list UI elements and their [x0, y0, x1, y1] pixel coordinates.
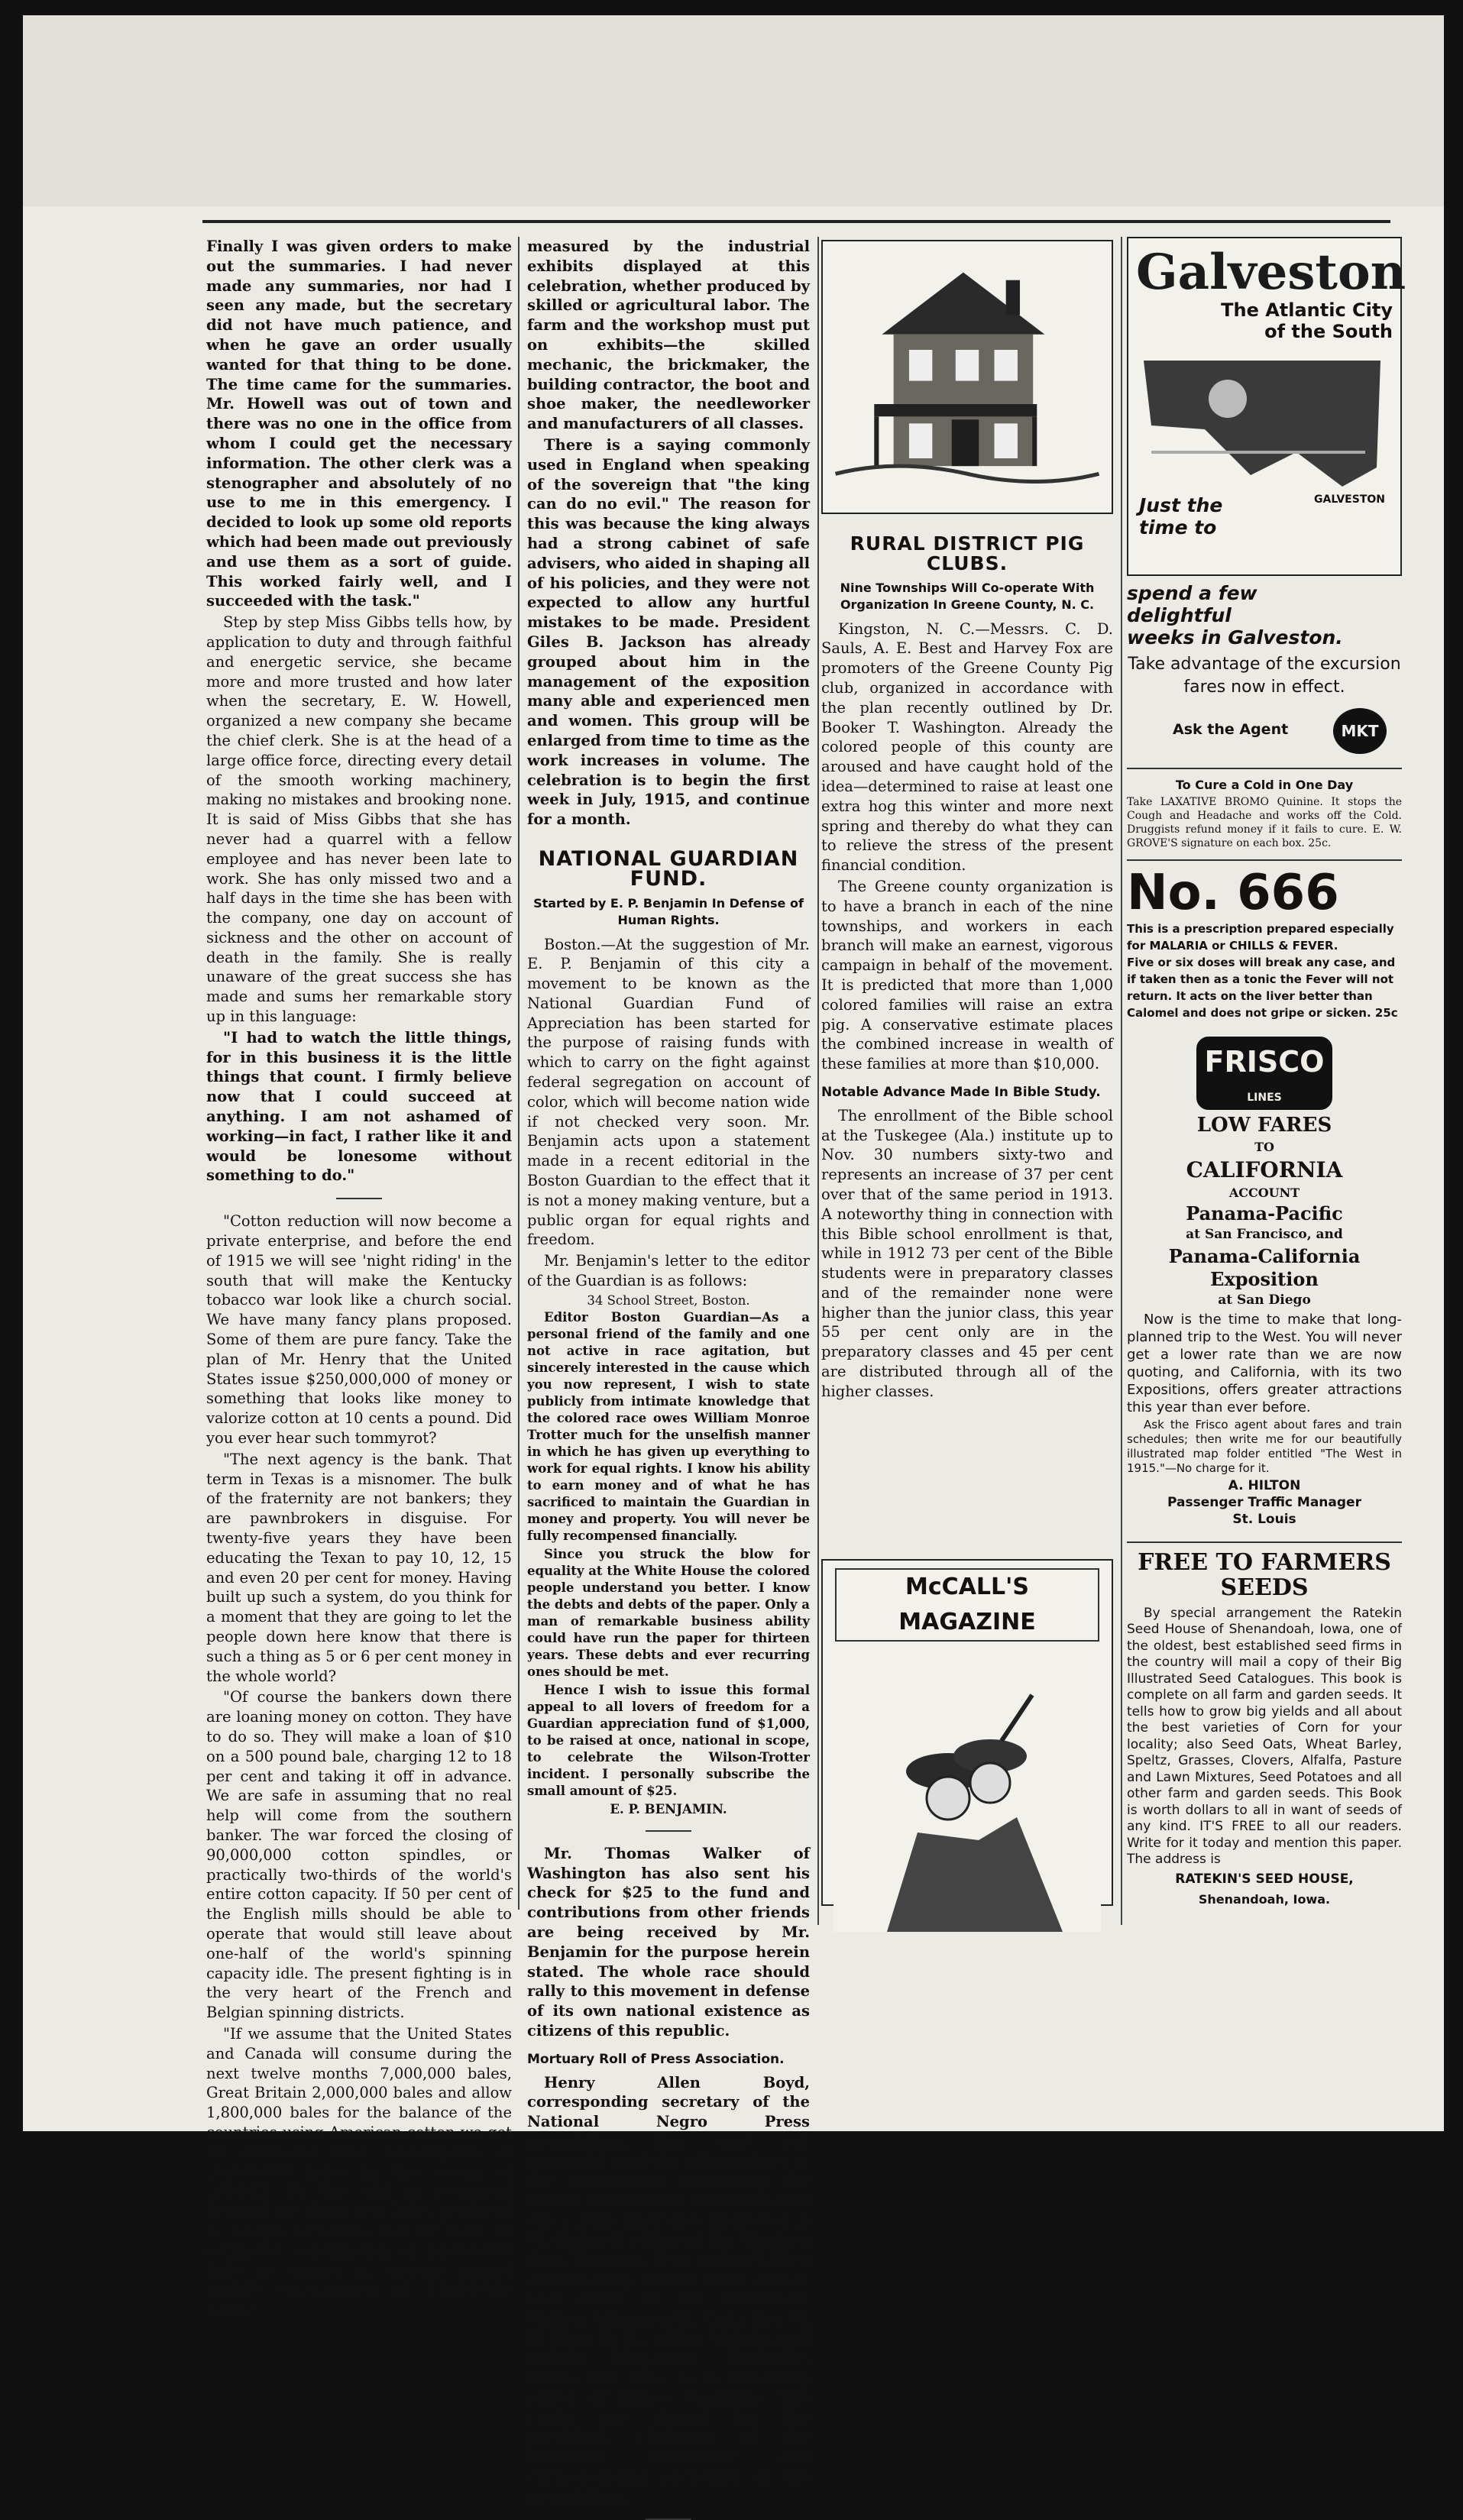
- column-four: [1127, 237, 1406, 1940]
- mccall-magazine-ad: [821, 1559, 1113, 1906]
- column-one: [206, 237, 512, 2319]
- article-paragraph: "The next agency is the bank. That term in Texas is a misnomer. The bulk of the fraternity are not bankers; they are pawnbrokers in disguise. For twenty-five years they have been educating the Texan to pay 10, 12, 15 and even 20 per cent for money. Having built up such a system, do you think for a moment that they are going to let the people down here know that there is such a thing as 5 or 6 per cent money in the whole world?: [206, 1450, 512, 1685]
- article-paragraph: The enrollment of the Bible school at the Tuskegee (Ala.) institute up to Nov. 30 numbers sixty-two and represents an increase of 37 per cent over that of the same period in 1913. A noteworthy thing in connection with this Bible school enrollment is that, while in 1912 73 per cent of the Bible students were in preparatory classes and of the remainder none were higher than the junior class, this year 55 per cent only are in the preparatory classes and 45 per cent are distributed through all of the higher classes.: [821, 1106, 1113, 1400]
- magazine-title: McCALL'S MAGAZINE: [835, 1568, 1099, 1642]
- article-headline: NATIONAL GUARDIAN FUND.: [538, 846, 799, 891]
- frisco-line: LOW FARES: [1196, 1113, 1332, 1137]
- cold-ad-body: Take LAXATIVE BROMO Quinine. It stops the Cough and Headache and works off the Cold. Druggists refund money if it fails to cure. E. W. GROVE'S signature on each box. 25c.: [1127, 795, 1402, 849]
- agent-name: A. HILTON: [1228, 1477, 1301, 1493]
- article-subheadline: Nine Townships Will Co-operate With Organization In Greene County, N. C.: [840, 580, 1095, 612]
- letter-paragraph: Since you struck the blow for equality at the White House the colored people understand you better. I know the debts and debts of the paper. Only a man of remarkable business ability could have run the paper for thirteen years. These debts and ever recurring ones should be met.: [527, 1546, 810, 1679]
- section-separator: [646, 1830, 691, 1832]
- frisco-line: TO: [1254, 1139, 1274, 1154]
- ad-tagline: [1127, 582, 1402, 649]
- ask-agent-text: Ask the Agent: [1173, 721, 1289, 738]
- ad-line: Calomel and does not gripe or sicken. 25c: [1127, 1005, 1398, 1020]
- column-rule: [1121, 237, 1122, 1925]
- article-paragraph: Boston.—At the suggestion of Mr. E. P. Benjamin of this city a movement to be known as the National Guardian Fund of Appreciation has been started for the purpose of raising funds with which to carry on the fight against federal segregation on account of color, which will become nation wide if not checked very soon. Mr. Benjamin acts upon a statement made in a recent editorial in the Boston Guardian to the effect that it is not a money making venture, but a public organ for equal rights and freedom.: [527, 935, 810, 1249]
- ad-title: Galveston: [1136, 244, 1406, 301]
- mkt-logo-icon: MKT: [1333, 708, 1387, 754]
- ad-line: This is a prescription prepared especially: [1127, 921, 1394, 936]
- article-headline: Mortuary Roll of Press Association.: [527, 2051, 785, 2067]
- frisco-line: Panama-California: [1168, 1245, 1361, 1268]
- column-two: [527, 237, 810, 2505]
- ad-divider: [1127, 1541, 1402, 1543]
- column-three: [821, 237, 1113, 1940]
- frisco-ad-headlines: [1127, 1113, 1402, 1311]
- house-illustration: [821, 240, 1113, 514]
- ad-divider: [1127, 768, 1402, 769]
- article-subheadline: Started by E. P. Benjamin In Defense of Human Rights.: [533, 895, 804, 927]
- letter-paragraph: Editor Boston Guardian—As a personal friend of the family and one not active in race agitation, but sincerely interested in the cause which you now represent, I wish to state publicly from intimate knowledge that the colored race owes William Monroe Trotter much for the unselfish manner in which he has given up everything to work for equal rights. I know his ability to earn money and of what he has sacrificed to maintain the Guardian in money and property. You will never be fully recompensed financially.: [527, 1309, 810, 1543]
- ad-subtitle: The Atlantic City: [1221, 299, 1393, 321]
- galveston-ad: [1127, 237, 1406, 576]
- frisco-logo-text: FRISCO: [1204, 1044, 1325, 1079]
- ad-line: for MALARIA or CHILLS & FEVER.: [1127, 938, 1338, 953]
- article-paragraph: measured by the industrial exhibits displayed at this celebration, whether produced by skilled or agricultural labor. The farm and the workshop must put on exhibits—the skilled mechanic, the brickmaker, the building contractor, the boot and shoe maker, the needleworker and manufacturers of all classes.: [527, 238, 810, 433]
- frisco-line: Exposition: [1210, 1268, 1319, 1291]
- ad-tagline: [1139, 494, 1222, 539]
- frisco-line: ACCOUNT: [1228, 1185, 1300, 1200]
- article-paragraph: "Of course the bankers down there are loaning money on cotton. They have to do so. They will make a loan of $10 on a 500 pound bale, charging 12 to 18 per cent and taking it off in advance. We are safe in assuming that no real help will come from the southern banker. The war forced the closing of 90,000,000 cotton spindles, or practically two-thirds of the world's entire cotton capacity. If 50 per cent of the English mills should be able to operate that would still leave about one-half of the world's spinning capacity idle. The present fighting is in the very heart of the French and Belgian spinning districts.: [206, 1688, 512, 2022]
- seeds-firm: RATEKIN'S SEED HOUSE,: [1175, 1871, 1354, 1887]
- section-separator: [336, 1198, 382, 1199]
- article-paragraph: Finally I was given orders to make out the summaries. I had never made any summaries, nor had I seen any made, but the secretary did not have much patience, and when he gave an order usually wanted for that thing to be done. The time came for the summaries. Mr. Howell was out of town and there was no one in the office from whom I could get the necessary information. The other clerk was a stenographer and absolutely of no use to me in this emergency. I decided to look up some old reports which had been made out previously and use them as a sort of guide. This worked fairly well, and I succeeded with the task.": [206, 238, 512, 610]
- no666-headline: No. 666: [1127, 864, 1339, 921]
- article-paragraph: Mr. Thomas Walker of Washington has also sent his check for $25 to the fund and contributions from other friends are being received by Mr. Benjamin for the purpose herein stated. The whole race should rally to this movement in defense of its own national existence as citizens of this republic.: [527, 1844, 810, 2040]
- article-paragraph: Step by step Miss Gibbs tells how, by application to duty and through faithful and energetic service, she became more and more trusted and how later when the secretary, E. W. Howell, organized a new company she became the chief clerk. She is at the head of a large office force, directing every detail of the smooth working machinery, making no mistakes and brooking none. It is said of Miss Gibbs that she has never had a quarrel with a fellow employee and has never been late to work. She has only missed two and a half days in the time she has been with the company, one day on account of sickness and the other on account of death in the family. She is really unaware of the great success she has made and sums her remarkable story up in this language:: [206, 613, 512, 1026]
- frisco-body: Now is the time to make that long-planned trip to the West. You will never get a lower rate than we are now quoting, and California, with its two Expositions, offers greater attractions this year than ever before.: [1127, 1311, 1402, 1415]
- seeds-city: Shenandoah, Iowa.: [1198, 1891, 1331, 1907]
- tagline-line: Just the: [1139, 494, 1223, 516]
- ad-line: return. It acts on the liver better than: [1127, 988, 1373, 1003]
- ad-line: if taken then as a tonic the Fever will not: [1127, 972, 1394, 986]
- article-paragraph: Henry Allen Boyd, corresponding secretary of the National Negro Press association, has sent out memorial cards to all members of the association containing the names of members who have died since July. They are: Professor J. M. Codwell, editor of the Western Star, Houston, Tex.; Colonel Allen Allensworth, retired army officer and editor of the Sentiment Maker, Allensworth, Cal.; Rev. N. H. Pius, D. D., editor Metoka and Galeda Magazine, Nashville, Tenn., and Miss L. B. Bushnell, editor of Hope, Nashville. The cards are signed by the president, chairman of the executive committee and corresponding secretary of the association.: [527, 2073, 810, 2505]
- map-label: GALVESTON: [1314, 493, 1385, 506]
- tagline-line: weeks in Galveston.: [1127, 626, 1343, 649]
- article-headline: Notable Advance Made In Bible Study.: [821, 1084, 1101, 1100]
- article-paragraph: "I had to watch the little things, for in this business it is the little things that count. I firmly believe now that I could succeed at anything. I am not ashamed of working—in fact, I rather like it and would be lonesome without something to do.": [206, 1028, 512, 1185]
- frisco-logo-icon: [1196, 1037, 1332, 1110]
- letter-address: 34 School Street, Boston.: [587, 1292, 750, 1308]
- agent-city: St. Louis: [1232, 1511, 1296, 1527]
- seeds-headline: FREE TO FARMERS: [1138, 1548, 1391, 1576]
- women-illustration-icon: [823, 1649, 1112, 1932]
- frisco-line: Panama-Pacific: [1186, 1202, 1343, 1225]
- tagline-line: time to: [1139, 516, 1217, 539]
- blank-page-margin: [23, 15, 1444, 206]
- texas-map-icon: [1136, 361, 1388, 490]
- house-icon: [823, 241, 1112, 513]
- article-paragraph: There is a saying commonly used in England when speaking of the sovereign that "the king can do no evil." The reason for this was because the king always had a strong cabinet of safe advisers, who aided in shaping all of his policies, and they were not expected to allow any hurtful mistakes to be made. President Giles B. Jackson has already grouped about him in the management of the exposition many able and experienced men and women. This group will be enlarged from time to time as the work increases in volume. The celebration is to begin the first week in July, 1915, and continue for a month.: [527, 435, 810, 829]
- article-paragraph: Mr. Benjamin's letter to the editor of the Guardian is as follows:: [527, 1252, 810, 1290]
- column-rule: [518, 237, 519, 1910]
- frisco-signature: [1127, 1477, 1402, 1528]
- article-paragraph: "If we assume that the United States and Canada will consume during the next twelve months 7,000,000 bales, Great Britain 2,000,000 bales and allow 1,800,000 bales for the balance of the countries using American cotton we get an estimated total consumption of 10,800,000 bales for the season of 1914-15. To this add an estimated demand for 4,000,000 bales produced in foreign countries, and we have an estimated consumption of 14,800,000 bales as against an average normal world's consumption of 21,000,000 bales.": [206, 2024, 512, 2319]
- ask-agent-row: [1127, 704, 1402, 757]
- frisco-body: Ask the Frisco agent about fares and train schedules; then write me for our beautifully illustrated map folder entitled "The West in 1915."—No charge for it.: [1127, 1417, 1402, 1475]
- article-headline: RURAL DISTRICT PIG CLUBS.: [850, 532, 1085, 574]
- column-header-rule: [202, 220, 1390, 223]
- ad-line: Five or six doses will break any case, and: [1127, 955, 1396, 969]
- frisco-logo-subtext: LINES: [1247, 1091, 1282, 1104]
- column-rule: [817, 237, 819, 1925]
- seeds-body: By special arrangement the Ratekin Seed House of Shenandoah, Iowa, one of the oldest, best established seed firms in the country will mail a copy of their Big Illustrated Seed Catalogues. This book is complete on all farm and garden seeds. It tells how to grow big yields and all about the best varieties of Corn for your locality; also Seed Oats, Wheat Barley, Speltz, Grasses, Clovers, Alfalfa, Pasture and Lawn Mixtures, Seed Potatoes and all other farm and garden seeds. This Book is worth dollars to all in want of seeds of any kind. IT'S FREE to all our readers. Write for it today and mention this paper. The address is: [1127, 1605, 1402, 1868]
- tagline-line: spend a few: [1127, 582, 1257, 604]
- article-paragraph: The Greene county organization is to have a branch in each of the nine townships, and workers in each branch will make an earnest, vigorous campaign in behalf of the movement. It is predicted that more than 1,000 colored families will raise an extra pig. A conservative estimate places the combined increase in wealth of these families at more than $10,000.: [821, 877, 1113, 1073]
- no666-body: [1127, 920, 1402, 1021]
- newspaper-page: [23, 15, 1444, 2505]
- blank-space: [821, 1403, 1113, 1556]
- frisco-line: at San Francisco, and: [1186, 1227, 1343, 1243]
- article-paragraph: "Cotton reduction will now become a private enterprise, and before the end of 1915 we will see 'night riding' in the south that will make the Kentucky tobacco war look like a church social. We have many fancy plans proposed. Some of them are pure fancy. Take the plan of Mr. Henry that the United States issue $250,000,000 of money or something that looks like money to valorize cotton at 10 cents a pound. Did you ever hear such tommyrot?: [206, 1212, 512, 1448]
- seeds-headline: SEEDS: [1220, 1574, 1309, 1601]
- frisco-line: at San Diego: [1218, 1292, 1311, 1309]
- letter-signature: E. P. BENJAMIN.: [610, 1801, 727, 1816]
- ad-body: Take advantage of the excursion fares now in effect.: [1128, 655, 1401, 697]
- agent-title: Passenger Traffic Manager: [1167, 1494, 1361, 1510]
- letter-paragraph: Hence I wish to issue this formal appeal to all lovers of freedom for a Guardian appreciation fund of $1,000, to be raised at once, national in scope, to celebrate the Wilson-Trotter incident. I personally subscribe the small amount of $25.: [527, 1682, 810, 1798]
- frisco-line: CALIFORNIA: [1186, 1156, 1343, 1182]
- ad-divider: [1127, 859, 1402, 861]
- tagline-line: delightful: [1127, 604, 1232, 626]
- ad-subtitle: of the South: [1264, 321, 1393, 342]
- article-paragraph: Kingston, N. C.—Messrs. C. D. Sauls, A. E. Best and Harvey Fox are promoters of the Greene County Pig club, organized in accordance with the plan recently outlined by Dr. Booker T. Washington. Already the colored people of this county are aroused and have caught hold of the idea—determined to raise at least one extra hog this winter and more next spring and thereby do what they can to relieve the stress of the present financial condition.: [821, 619, 1113, 875]
- cold-ad-headline: To Cure a Cold in One Day: [1175, 778, 1354, 792]
